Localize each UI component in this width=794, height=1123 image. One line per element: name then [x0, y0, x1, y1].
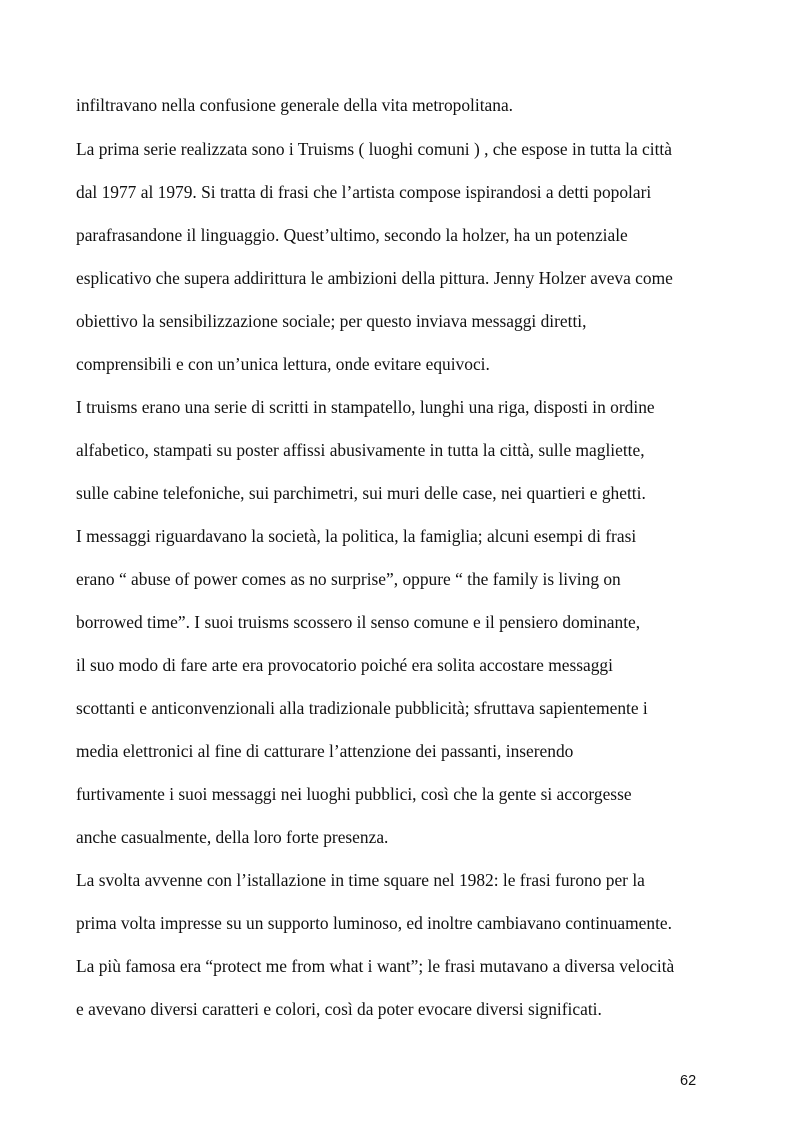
text-line: La più famosa era “protect me from what i want”; le frasi mutavano a diversa velocità	[76, 956, 675, 976]
text-line: scottanti e anticonvenzionali alla tradizionale pubblicità; sfruttava sapientemente i	[76, 698, 648, 718]
text-line: parafrasandone il linguaggio. Quest’ultimo, secondo la holzer, ha un potenziale	[76, 225, 628, 245]
text-line: il suo modo di fare arte era provocatorio poiché era solita accostare messaggi	[76, 655, 613, 675]
text-line: dal 1977 al 1979. Si tratta di frasi che l’artista compose ispirandosi a detti popolari	[76, 182, 652, 202]
text-line: obiettivo la sensibilizzazione sociale; per questo inviava messaggi diretti,	[76, 311, 587, 331]
text-line: I messaggi riguardavano la società, la politica, la famiglia; alcuni esempi di frasi	[76, 526, 637, 546]
text-line: alfabetico, stampati su poster affissi abusivamente in tutta la città, sulle magliette,	[76, 440, 645, 460]
page-number: 62	[680, 1073, 697, 1089]
text-line: anche casualmente, della loro forte presenza.	[76, 827, 389, 847]
text-line: borrowed time”. I suoi truisms scossero il senso comune e il pensiero dominante,	[76, 612, 641, 632]
text-line: e avevano diversi caratteri e colori, così da poter evocare diversi significati.	[76, 999, 602, 1019]
text-line: media elettronici al fine di catturare l’attenzione dei passanti, inserendo	[76, 741, 574, 761]
text-line: infiltravano nella confusione generale della vita metropolitana.	[76, 95, 514, 115]
text-line: La svolta avvenne con l’istallazione in time square nel 1982: le frasi furono per la	[76, 870, 645, 890]
text-line: I truisms erano una serie di scritti in stampatello, lunghi una riga, disposti in ordine	[76, 397, 655, 417]
text-line: prima volta impresse su un supporto luminoso, ed inoltre cambiavano continuamente.	[76, 913, 672, 933]
text-line: erano “ abuse of power comes as no surprise”, oppure “ the family is living on	[76, 569, 621, 589]
text-line: esplicativo che supera addirittura le ambizioni della pittura. Jenny Holzer aveva come	[76, 268, 673, 288]
text-line: comprensibili e con un’unica lettura, onde evitare equivoci.	[76, 354, 490, 374]
text-line: sulle cabine telefoniche, sui parchimetri, sui muri delle case, nei quartieri e ghetti.	[76, 483, 646, 503]
text-line: La prima serie realizzata sono i Truisms ( luoghi comuni ) , che espose in tutta la città	[76, 139, 672, 159]
text-line: furtivamente i suoi messaggi nei luoghi pubblici, così che la gente si accorgesse	[76, 784, 632, 804]
